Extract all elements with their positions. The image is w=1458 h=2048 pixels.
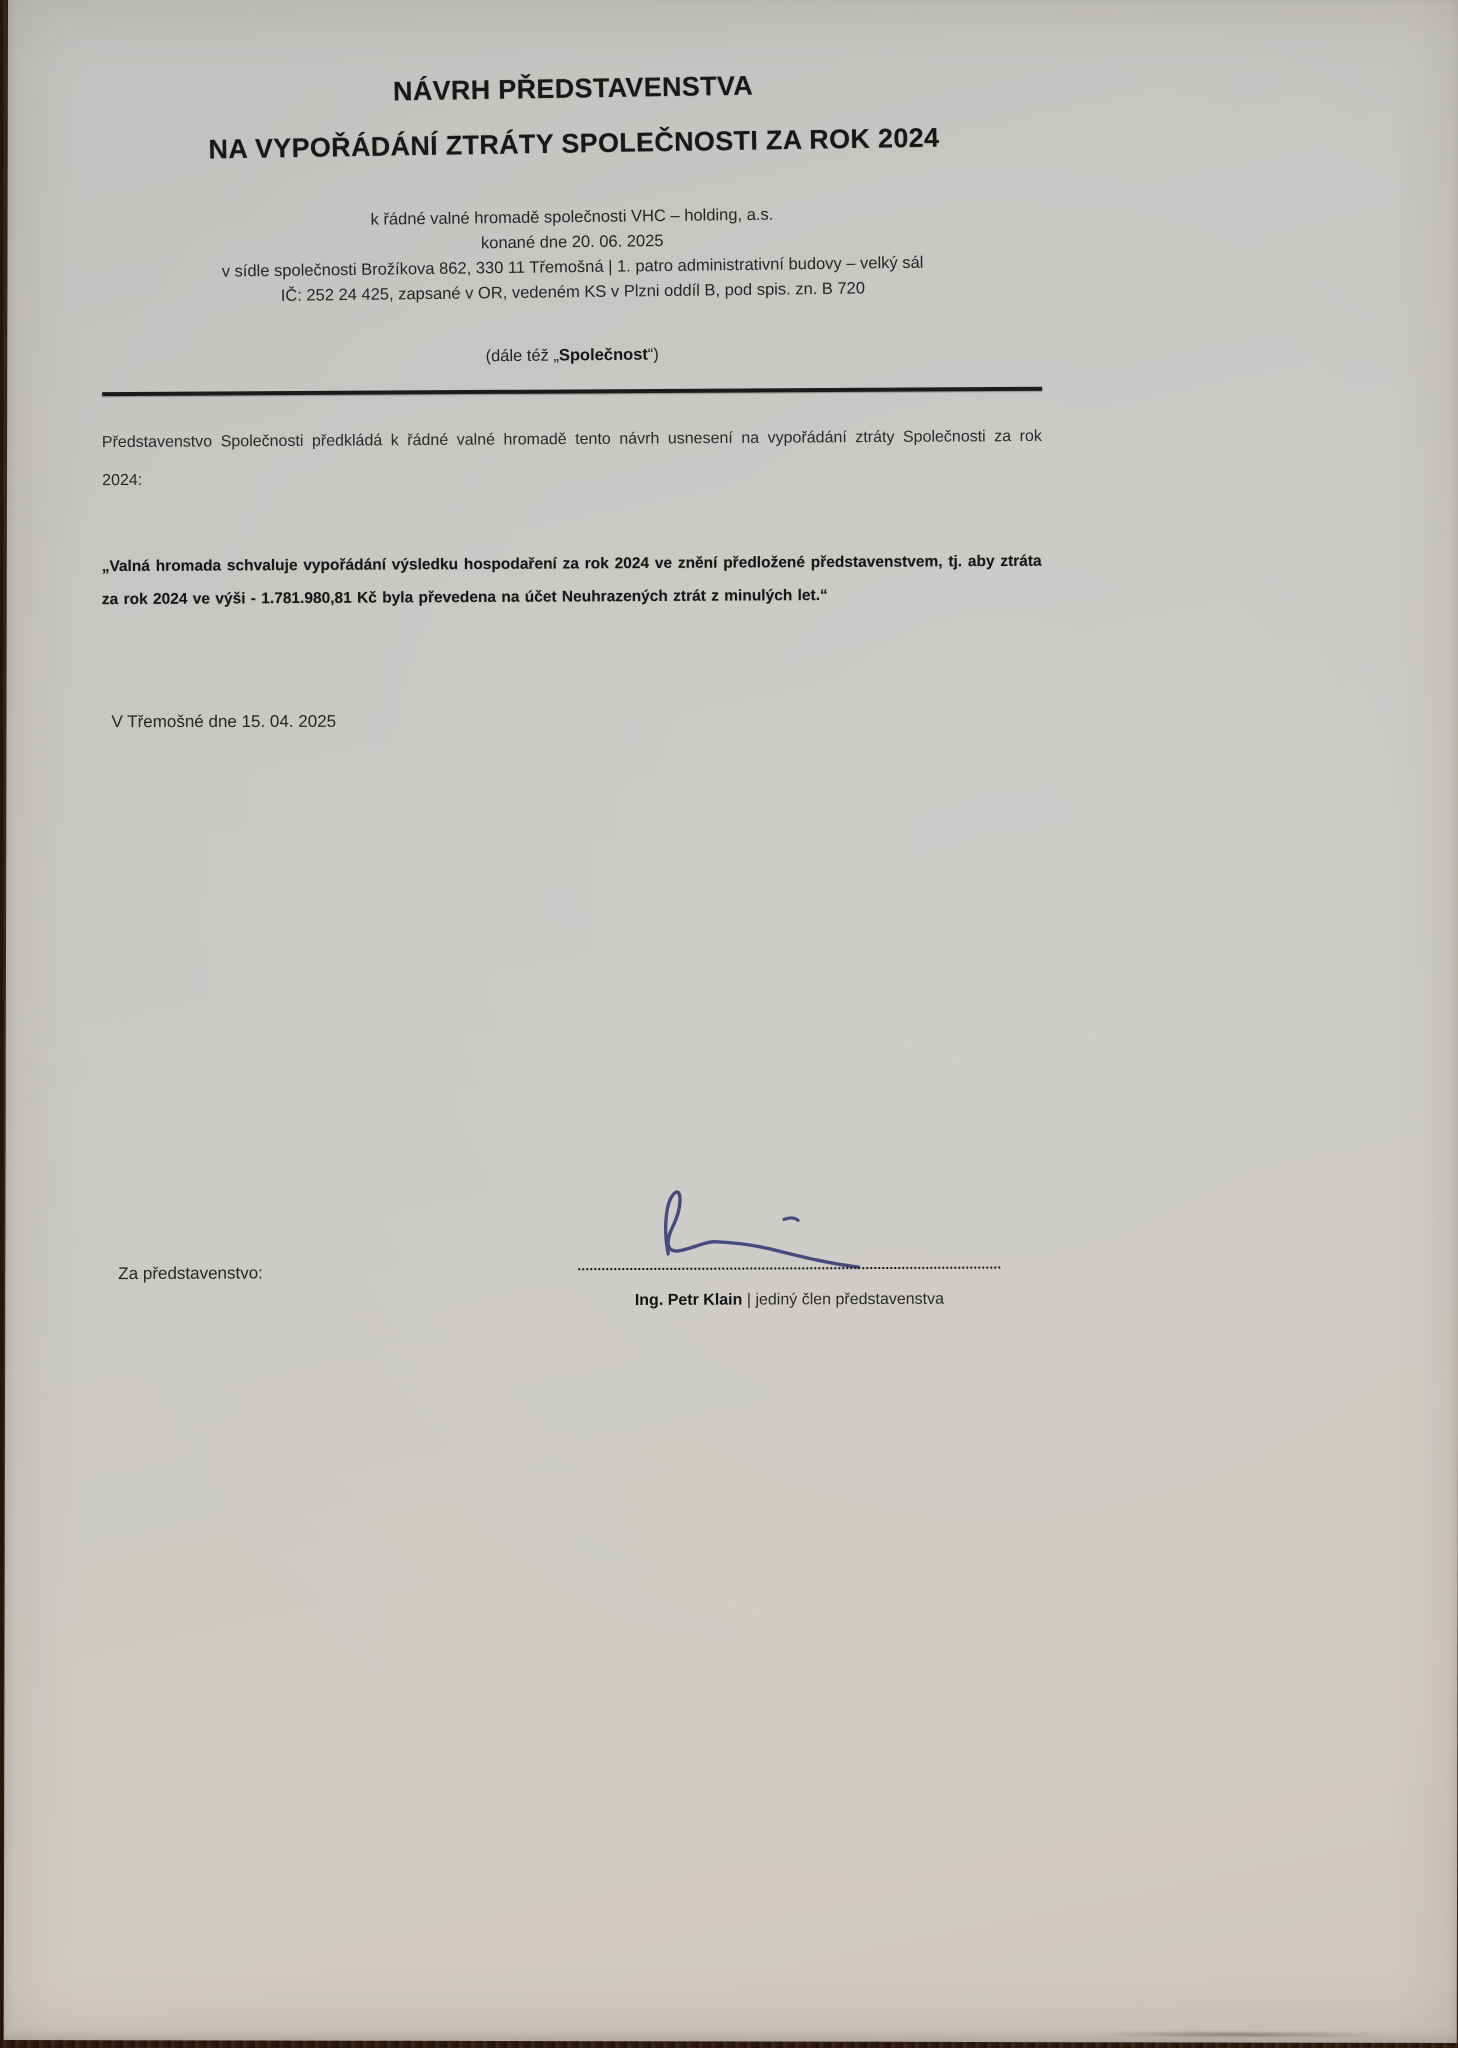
signature-column — [578, 1197, 1000, 1310]
meeting-info-line: v sídle společnosti Brožíkova 862, 330 11 Třemošná | 1. patro administrativní budovy – velký sál — [221, 253, 924, 281]
company-alias-line — [102, 342, 1042, 371]
date-place-line: V Třemošné dne 15. 04. 2025 — [111, 711, 337, 731]
bottom-edge-smudge — [1094, 2032, 1384, 2037]
alias-suffix: “) — [647, 345, 659, 364]
divider-rule-wrap — [102, 387, 1042, 396]
meeting-info-line: konané dne 20. 06. 2025 — [480, 232, 664, 253]
signer-name: Ing. Petr Klain — [634, 1291, 743, 1310]
signer-separator: | — [742, 1291, 756, 1309]
signature-left-label: Za představenstvo: — [118, 1263, 263, 1284]
alias-bold-word: Společnost — [558, 345, 648, 365]
handwritten-signature-ink — [606, 1183, 906, 1280]
title-line-1: NÁVRH PŘEDSTAVENSTVA — [392, 70, 754, 107]
meeting-info-block — [102, 199, 1043, 311]
title-line-2: NA VYPOŘÁDÁNÍ ZTRÁTY SPOLEČNOSTI ZA ROK 2024 — [208, 122, 940, 165]
signer-role: jediný člen představenstva — [755, 1290, 945, 1309]
divider-rule — [102, 387, 1042, 396]
document-page — [4, 0, 1458, 2043]
alias-prefix: (dále též „ — [485, 346, 560, 366]
document-title — [101, 0, 1044, 167]
resolution-section — [102, 544, 1042, 615]
signature-block — [100, 1196, 1041, 1360]
signer-identity-line — [578, 1291, 1000, 1311]
meeting-info-line: k řádné valné hromadě společnosti VHC – holding, a.s. — [370, 205, 774, 229]
page-content — [99, 0, 1043, 2042]
resolution-paragraph: „Valná hromada schvaluje vypořádání výsledku hospodaření za rok 2024 ve znění předložené představenstvem, tj. aby ztráta za rok 2024 ve výši - 1.781.980,81 Kč byla převedena na účet Neuhrazených ztrát z minulých let.“ — [101, 552, 1042, 608]
intro-section — [102, 417, 1042, 499]
intro-paragraph: Představenstvo Společnosti předkládá k řádné valné hromadě tento návrh usnesení na vypořádání ztráty Společnosti za rok 2024: — [101, 427, 1042, 489]
meeting-info-line: IČ: 252 24 425, zapsané v OR, vedeném KS v Plzni oddíl B, pod spis. zn. B 720 — [280, 279, 866, 305]
